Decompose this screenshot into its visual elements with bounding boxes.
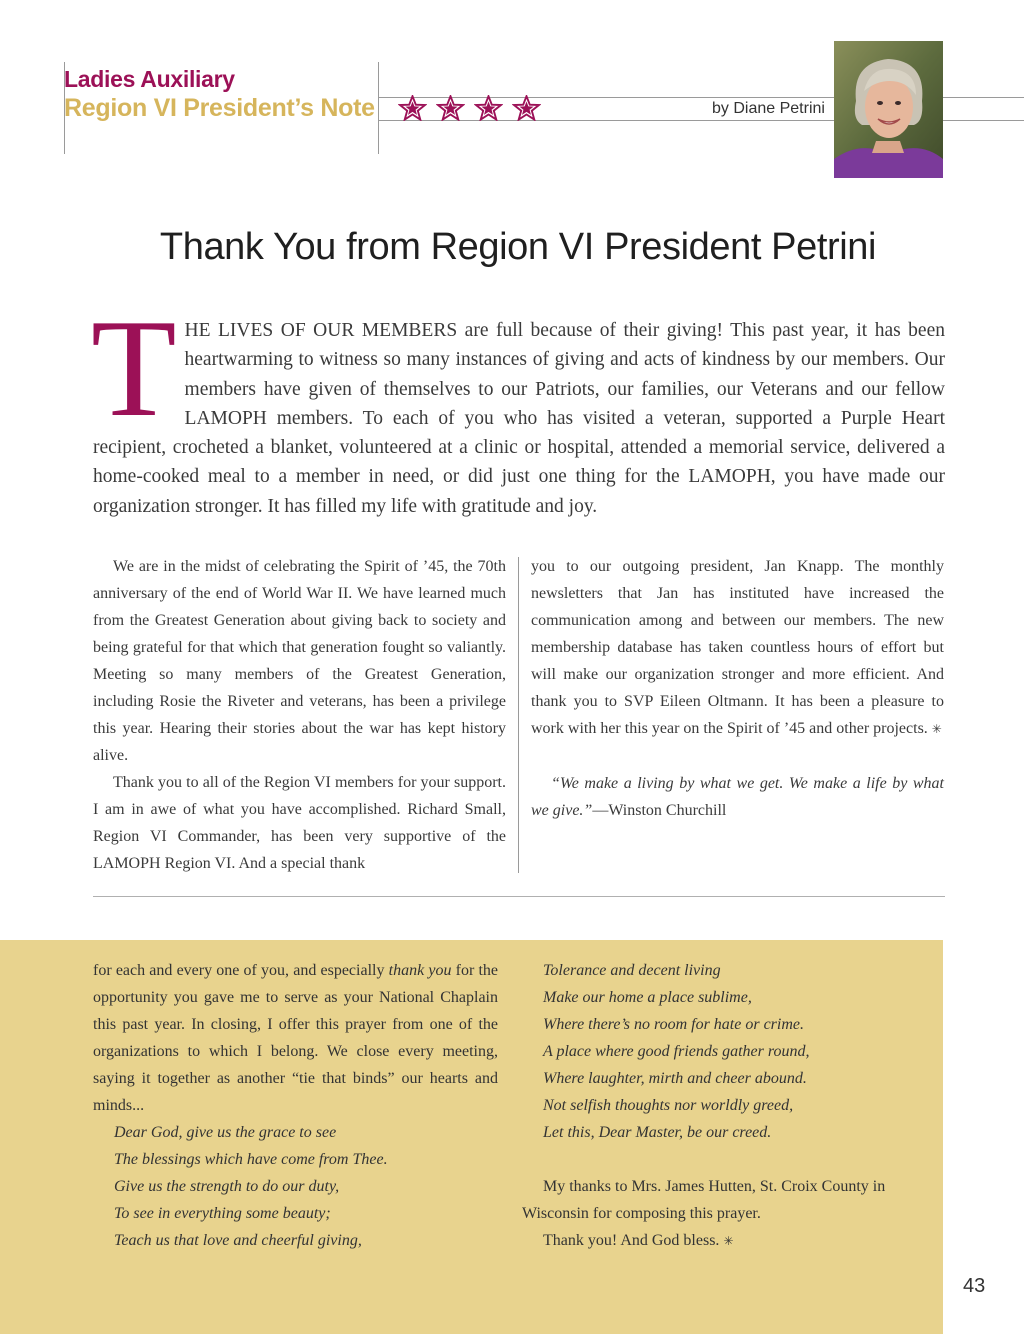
header-rule-middle (378, 62, 379, 154)
column-right-text: you to our outgoing president, Jan Knapp. The monthly newsletters that Jan has instituted have increased the communication among and between our members. The new membership database has taken countless hours of effort but will make our organization stronger and more efficient. And thank you to SVP Eileen Oltmann. It has been a pleasure to work with her this year on the Spirit of ’45 and other projects. (531, 558, 944, 737)
column-right (531, 553, 944, 824)
quote-attribution: —Winston Churchill (592, 802, 727, 819)
column-left (93, 553, 506, 877)
prayer-line: To see in everything some beauty; (114, 1205, 331, 1222)
portrait-illustration (834, 41, 943, 178)
panel-column-left (93, 957, 498, 1254)
byline: by Diane Petrini (712, 100, 825, 117)
star-icon (512, 95, 541, 121)
prayer-line: Give us the strength to do our duty, (114, 1178, 340, 1195)
prayer-line: Where laughter, mirth and cheer abound. (543, 1070, 807, 1087)
author-photo (834, 41, 943, 178)
panel-left-text: for the opportunity you gave me to serve as your National Chaplain this past year. In closing, I offer this prayer from one of the organizations to which I belong. We close every meeting, saying it together as another “tie that binds” our hearts and minds... (93, 962, 499, 1114)
column-right-paragraph (531, 553, 944, 743)
drop-cap: T (91, 291, 177, 446)
star-icon (474, 95, 503, 121)
quote-text: “We make a living by what we get. We make a life by what we give.” (531, 775, 944, 819)
prayer-verse-right (522, 957, 932, 1146)
panel-left-text: for each and every one of you, and especially (93, 962, 389, 979)
prayer-line: Teach us that love and cheerful giving, (114, 1232, 362, 1249)
star-icon (436, 95, 465, 121)
column-left-paragraph: Thank you to all of the Region VI members for your support. I am in awe of what you have accomplished. Richard Small, Region VI Commander, has been very supportive of the LAMOPH Region VI. And a special thank (93, 774, 506, 872)
stars-row (398, 95, 541, 121)
intro-text: HE LIVES OF OUR MEMBERS are full because of their giving! This past year, it has been heartwarming to witness so many instances of giving and acts of kindness by our members. Our members have given of themselves to our Patriots, our families, our Veterans and our fellow LAMOPH members. To each of you who has visited a veteran, supported a Purple Heart recipient, crocheted a blanket, volunteered at a clinic or hospital, attended a memorial service, delivered a home-cooked meal to a member in need, or did just one thing for the LAMOPH, you have made our organization stronger. It has filled my life with gratitude and joy. (93, 320, 945, 517)
panel-column-right (522, 957, 932, 1255)
column-left-paragraph: We are in the midst of celebrating the Spirit of ’45, the 70th anniversary of the end of World War II. We have learned much from the Greatest Generation about giving back to society and being grateful for that which that generation fought so valiantly. Meeting so many members of the Greatest Generation, including Rosie the Riveter and veterans, has been a privilege this year. Hearing their stories about the war has kept history alive. (93, 558, 506, 764)
page-number: 43 (963, 1275, 986, 1297)
prayer-line: The blessings which have come from Thee. (114, 1151, 388, 1168)
prayer-line: Dear God, give us the grace to see (114, 1124, 337, 1141)
prayer-line: A place where good friends gather round, (543, 1043, 810, 1060)
end-mark-icon: ✳ (723, 1234, 734, 1248)
end-mark-icon: ✳ (931, 722, 942, 736)
prayer-line: Not selfish thoughts nor worldly greed, (543, 1097, 794, 1114)
prayer-line: Where there’s no room for hate or crime. (543, 1016, 804, 1033)
prayer-line: Let this, Dear Master, be our creed. (543, 1124, 772, 1141)
star-icon (398, 95, 427, 121)
closing-text: Thank you! And God bless. (543, 1232, 720, 1249)
churchill-quote (531, 770, 944, 824)
column-divider (518, 557, 519, 873)
intro-paragraph (91, 291, 945, 521)
closing-line (522, 1227, 932, 1255)
prayer-line: Tolerance and decent living (543, 962, 721, 979)
emphasis-text: thank you (388, 962, 452, 979)
section-label: Ladies Auxiliary (64, 66, 235, 92)
prayer-verse-left (93, 1119, 498, 1254)
panel-left-paragraph (93, 957, 498, 1119)
headline: Thank You from Region VI President Petrini (159, 226, 877, 268)
section-subtitle: Region VI President’s Note (64, 94, 375, 122)
prayer-credit: My thanks to Mrs. James Hutten, St. Croix County in Wisconsin for composing this prayer. (522, 1178, 886, 1222)
prayer-line: Make our home a place sublime, (543, 989, 752, 1006)
section-divider (93, 896, 945, 897)
